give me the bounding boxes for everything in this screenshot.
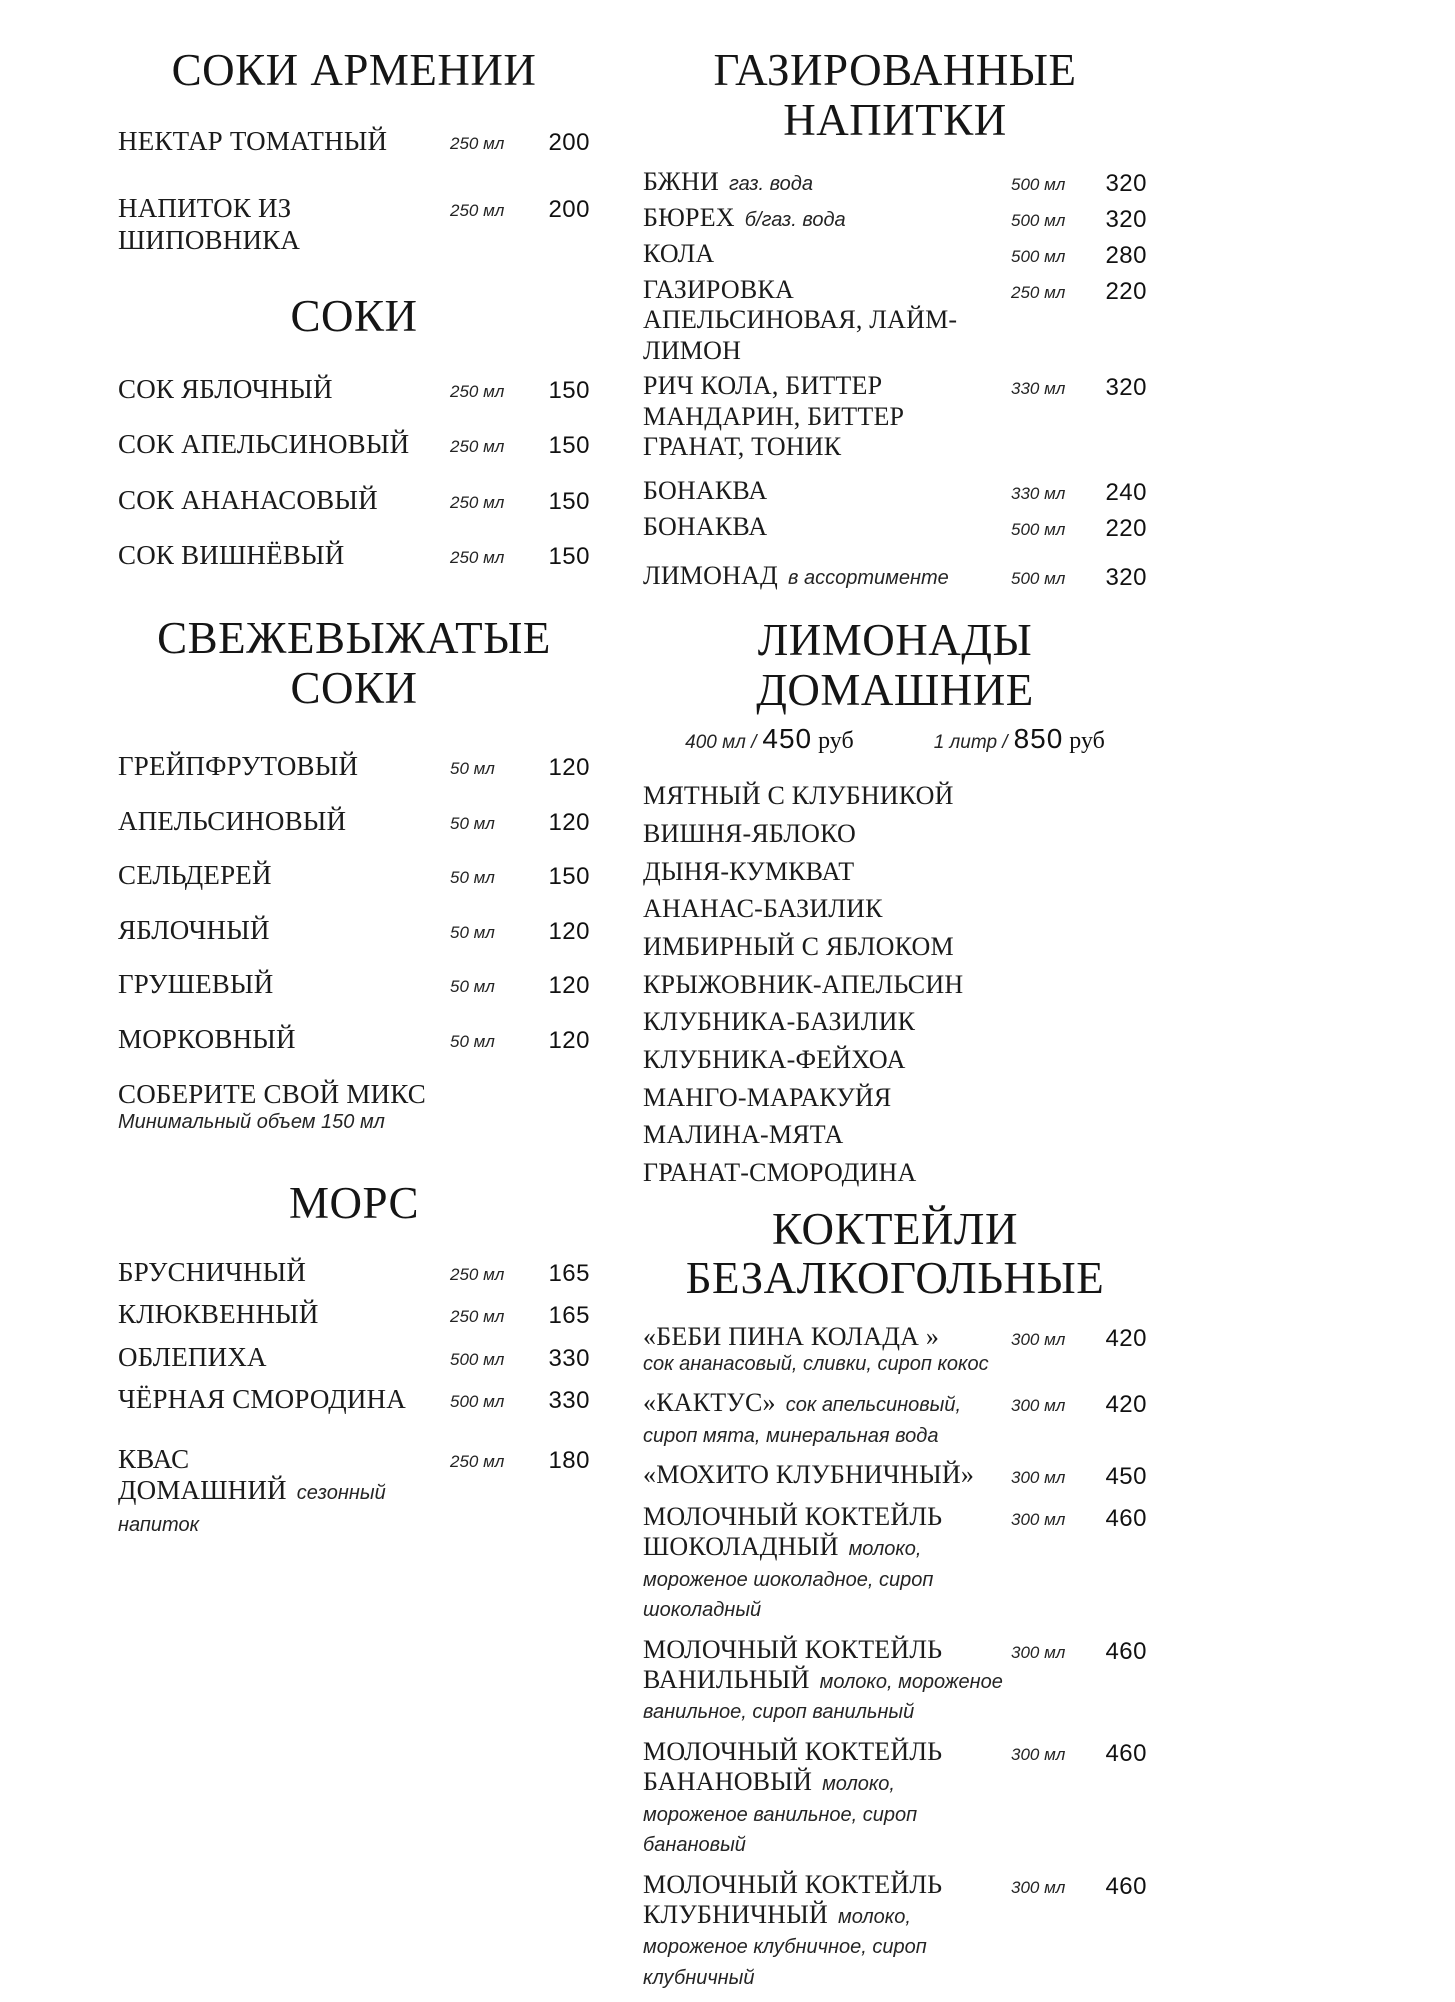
item-price: 320	[1105, 564, 1147, 592]
item-text	[118, 1257, 450, 1289]
item-volume: 250 мл	[1011, 283, 1066, 302]
item-text	[118, 1299, 450, 1331]
item-volume: 500 мл	[1011, 175, 1066, 194]
item-price: 460	[1105, 1739, 1147, 1767]
item-name: ЯБЛОЧНЫЙ	[118, 914, 270, 945]
item-text	[643, 1007, 1147, 1038]
menu-item	[643, 1635, 1147, 1726]
menu-item	[118, 806, 590, 838]
item-name: ГРЕЙПФРУТОВЫЙ	[118, 751, 359, 782]
menu-item	[118, 1299, 590, 1331]
heading-homemade-lemonades: ЛИМОНАДЫ ДОМАШНИЕ	[756, 615, 1034, 715]
item-text	[643, 1460, 1011, 1490]
item-price: 180	[548, 1446, 590, 1474]
item-name: БЖНИ	[643, 167, 719, 196]
item-text	[643, 561, 1011, 591]
pricing-unit: руб	[818, 728, 854, 755]
item-price: 320	[1105, 206, 1147, 233]
item-price: 450	[1105, 1463, 1147, 1491]
item-volume: 50 мл	[450, 1031, 495, 1051]
menu-item	[643, 1158, 1147, 1189]
menu-item	[118, 1079, 590, 1136]
item-volume: 300 мл	[1011, 1396, 1066, 1416]
item-name: МЯТНЫЙ С КЛУБНИКОЙ	[643, 781, 954, 811]
item-name: МАНГО-МАРАКУЙЯ	[643, 1082, 892, 1112]
menu-item	[643, 1045, 1147, 1076]
item-price: 420	[1105, 1324, 1147, 1352]
heading-non-alcoholic-cocktails: КОКТЕЙЛИ БЕЗАЛКОГОЛЬНЫЕ	[685, 1203, 1105, 1304]
item-volume: 250 мл	[450, 201, 505, 221]
menu-item	[643, 1083, 1147, 1114]
section-juices	[118, 292, 590, 572]
item-volume: 50 мл	[450, 868, 495, 888]
menu-item	[643, 476, 1147, 507]
item-volume: 250 мл	[450, 1264, 505, 1284]
menu-item	[643, 561, 1147, 592]
item-price: 200	[548, 196, 590, 224]
item-price: 120	[548, 808, 590, 836]
item-volume: 250 мл	[450, 548, 505, 568]
menu-items	[643, 781, 1147, 1188]
item-volume: 250 мл	[450, 492, 505, 512]
item-price: 150	[548, 543, 590, 571]
menu-item	[643, 857, 1147, 888]
item-volume: 500 мл	[1011, 569, 1066, 589]
item-name: МОЛОЧНЫЙ КОКТЕЙЛЬ БАНАНОВЫЙ	[643, 1736, 943, 1797]
section-non-alcoholic-cocktails	[643, 1205, 1147, 1991]
item-name: НЕКТАР ТОМАТНЫЙ	[118, 125, 388, 156]
heading-fresh-juices: СВЕЖЕВЫЖАТЫЕ СОКИ	[157, 613, 551, 713]
item-price: 320	[1105, 170, 1147, 197]
menu-item	[118, 1384, 590, 1416]
item-text	[118, 915, 450, 947]
item-note: сезонный напиток	[118, 1482, 386, 1537]
item-text	[118, 751, 450, 783]
item-volume: 300 мл	[1011, 1468, 1066, 1488]
item-volume: 500 мл	[450, 1349, 505, 1369]
item-name: «БЕБИ ПИНА КОЛАДА »	[643, 1321, 940, 1351]
pricing-option	[685, 723, 854, 755]
item-price: 330	[548, 1387, 590, 1415]
item-note: молоко, мороженое шоколадное, сироп шоколадный	[643, 1538, 934, 1622]
item-name: СОК ЯБЛОЧНЫЙ	[118, 373, 333, 404]
item-name: «КАКТУС»	[643, 1388, 776, 1418]
menu-items	[643, 1322, 1147, 1991]
menu-item	[643, 1502, 1147, 1624]
menu-item	[643, 167, 1147, 198]
menu-item	[118, 1444, 590, 1539]
menu-item	[118, 1257, 590, 1289]
item-note: молоко, мороженое ванильное, сироп ванильный	[643, 1671, 1003, 1724]
item-name: АНАНАС-БАЗИЛИК	[643, 894, 883, 924]
menu-items	[118, 1257, 590, 1539]
item-text	[643, 476, 1011, 506]
menu-item	[643, 275, 1147, 366]
item-price: 120	[548, 917, 590, 945]
menu-item	[643, 1120, 1147, 1151]
item-name: «МОХИТО КЛУБНИЧНЫЙ»	[643, 1460, 975, 1490]
menu-items	[118, 374, 590, 572]
item-price: 165	[548, 1302, 590, 1330]
item-volume: 50 мл	[450, 813, 495, 833]
menu-item	[643, 512, 1147, 543]
item-volume: 330 мл	[1011, 379, 1066, 399]
item-volume: 500 мл	[1011, 211, 1066, 230]
item-name: СОК АНАНАСОВЫЙ	[118, 484, 378, 515]
item-name: ГРАНАТ-СМОРОДИНА	[643, 1158, 917, 1188]
item-description: Минимальный объем 150 мл	[118, 1111, 385, 1134]
item-name: МОРКОВНЫЙ	[118, 1023, 296, 1054]
item-text	[643, 1158, 1147, 1189]
item-price: 460	[1105, 1637, 1147, 1665]
item-price: 280	[1105, 242, 1147, 269]
menu-item	[643, 371, 1147, 462]
item-note: сок апельсиновый, сироп мята, минеральная вода	[643, 1394, 962, 1447]
item-text	[643, 781, 1147, 812]
item-text	[643, 1388, 1011, 1449]
menu-item	[643, 894, 1147, 925]
item-volume: 500 мл	[1011, 247, 1066, 266]
item-price: 200	[548, 128, 590, 156]
item-text	[643, 1502, 1011, 1624]
menu-item	[118, 374, 590, 406]
item-volume: 330 мл	[1011, 484, 1066, 504]
item-text	[118, 1384, 450, 1416]
item-name: КЛУБНИКА-БАЗИЛИК	[643, 1007, 916, 1037]
item-text	[118, 126, 450, 158]
item-name: КВАС ДОМАШНИЙ	[118, 1443, 287, 1506]
item-text	[118, 969, 450, 1001]
item-volume: 250 мл	[450, 381, 505, 401]
item-text	[643, 1737, 1011, 1859]
menu-item	[118, 1342, 590, 1374]
item-volume: 50 мл	[450, 922, 495, 942]
item-name: СОК ВИШНЁВЫЙ	[118, 540, 345, 571]
item-text	[643, 203, 1011, 233]
item-name: КОЛА	[643, 239, 715, 268]
heading-carbonated-drinks: ГАЗИРОВАННЫЕ НАПИТКИ	[713, 45, 1077, 145]
item-volume: 500 мл	[450, 1392, 505, 1412]
item-price: 150	[548, 376, 590, 404]
heading-mors: МОРС	[288, 1178, 420, 1229]
section-pricing-line	[643, 723, 1147, 755]
item-text	[643, 275, 1011, 366]
item-text	[118, 485, 450, 517]
item-volume: 300 мл	[1011, 1642, 1066, 1662]
item-text	[118, 429, 450, 461]
item-volume: 50 мл	[450, 759, 495, 779]
item-text	[643, 1045, 1147, 1076]
item-text	[643, 1120, 1147, 1151]
item-price: 460	[1105, 1872, 1147, 1900]
item-name: ДЫНЯ-КУМКВАТ	[643, 856, 855, 886]
item-text	[643, 857, 1147, 888]
item-text	[643, 512, 1011, 542]
section-juices-armenia	[118, 46, 590, 256]
item-price: 150	[548, 863, 590, 891]
menu-item	[643, 203, 1147, 234]
item-text	[643, 819, 1147, 850]
item-note: б/газ. вода	[744, 209, 846, 231]
item-note: молоко, мороженое клубничное, сироп клубничный	[643, 1905, 927, 1989]
item-text	[118, 1079, 590, 1136]
item-name: АПЕЛЬСИНОВЫЙ	[118, 805, 347, 836]
menu-item	[118, 429, 590, 461]
item-name: ЧЁРНАЯ СМОРОДИНА	[118, 1384, 406, 1415]
item-name: ВИШНЯ-ЯБЛОКО	[643, 819, 857, 849]
item-text	[643, 371, 1011, 462]
menu-items	[643, 167, 1147, 592]
item-name: КЛЮКВЕННЫЙ	[118, 1299, 319, 1330]
item-name: КЛУБНИКА-ФЕЙХОА	[643, 1045, 906, 1075]
menu-item	[118, 126, 590, 158]
item-name: СЕЛЬДЕРЕЙ	[118, 860, 272, 891]
menu-item	[643, 239, 1147, 270]
item-name: МОЛОЧНЫЙ КОКТЕЙЛЬ ВАНИЛЬНЫЙ	[643, 1634, 943, 1695]
menu-item	[118, 1024, 590, 1056]
item-name: РИЧ КОЛА, БИТТЕР МАНДАРИН, БИТТЕР ГРАНАТ, ТОНИК	[643, 371, 905, 462]
item-note: газ. вода	[728, 173, 813, 195]
heading-juices-armenia: СОКИ АРМЕНИИ	[171, 45, 537, 95]
item-text	[643, 894, 1147, 925]
menu-item	[643, 819, 1147, 850]
item-volume: 250 мл	[450, 133, 505, 153]
item-price: 420	[1105, 1391, 1147, 1419]
item-volume: 250 мл	[450, 1307, 505, 1327]
item-text	[118, 193, 450, 256]
item-price: 165	[548, 1259, 590, 1287]
item-text	[118, 860, 450, 892]
section-homemade-lemonades	[643, 616, 1147, 1188]
heading-juices: СОКИ	[290, 291, 418, 342]
menu-item	[643, 932, 1147, 963]
menu-item	[643, 1007, 1147, 1038]
item-text	[643, 1635, 1011, 1726]
item-price: 150	[548, 487, 590, 515]
item-volume: 250 мл	[450, 437, 505, 457]
menu-item	[118, 751, 590, 783]
item-text	[643, 932, 1147, 963]
item-price: 220	[1105, 278, 1147, 305]
item-description: сок ананасовый, сливки, сироп кокос	[643, 1353, 989, 1376]
item-text	[118, 806, 450, 838]
item-price: 330	[548, 1344, 590, 1372]
item-name: ИМБИРНЫЙ С ЯБЛОКОМ	[643, 932, 954, 962]
item-name: ГРУШЕВЫЙ	[118, 969, 274, 1000]
item-name: СОК АПЕЛЬСИНОВЫЙ	[118, 429, 410, 460]
menu-item	[643, 1870, 1147, 1992]
item-name: МАЛИНА-МЯТА	[643, 1120, 844, 1150]
item-name: МОЛОЧНЫЙ КОКТЕЙЛЬ КЛУБНИЧНЫЙ	[643, 1869, 943, 1929]
item-name: МОЛОЧНЫЙ КОКТЕЙЛЬ ШОКОЛАДНЫЙ	[643, 1502, 943, 1562]
section-mors	[118, 1179, 590, 1539]
pricing-unit: руб	[1069, 728, 1105, 755]
item-price: 150	[548, 432, 590, 460]
pricing-price: 450	[762, 723, 813, 755]
item-volume: 300 мл	[1011, 1510, 1066, 1530]
item-price: 460	[1105, 1505, 1147, 1533]
section-fresh-juices	[118, 614, 590, 1135]
menu-item	[118, 860, 590, 892]
menu-items	[118, 126, 590, 257]
item-note: в ассортименте	[788, 567, 949, 590]
pricing-volume: 1 литр /	[933, 732, 1008, 754]
item-text	[643, 167, 1011, 197]
item-text	[118, 374, 450, 406]
menu-item	[118, 969, 590, 1001]
menu-item	[118, 485, 590, 517]
item-name: БОНАКВА	[643, 512, 768, 542]
item-name: БРУСНИЧНЫЙ	[118, 1256, 307, 1287]
pricing-option	[934, 723, 1105, 755]
item-name: НАПИТОК ИЗ ШИПОВНИКА	[118, 193, 301, 255]
menu-item	[118, 915, 590, 947]
pricing-volume: 400 мл /	[685, 732, 757, 754]
item-text	[643, 1322, 1011, 1377]
item-name: БОНАКВА	[643, 476, 768, 506]
item-text	[643, 1083, 1147, 1114]
item-price: 120	[548, 754, 590, 782]
menu-column-right	[643, 46, 1147, 2002]
menu-item	[118, 193, 590, 256]
menu-item	[643, 1460, 1147, 1491]
item-volume: 300 мл	[1011, 1744, 1066, 1764]
menu-item	[643, 1388, 1147, 1449]
menu-item	[643, 1737, 1147, 1859]
item-text	[118, 540, 450, 572]
item-volume: 500 мл	[1011, 520, 1066, 540]
menu-item	[643, 970, 1147, 1001]
item-price: 320	[1105, 374, 1147, 402]
menu-item	[643, 1322, 1147, 1377]
section-carbonated-drinks	[643, 46, 1147, 592]
item-volume: 50 мл	[450, 977, 495, 997]
item-text	[643, 970, 1147, 1001]
item-text	[118, 1342, 450, 1374]
menu-items	[118, 751, 590, 1135]
menu-item	[118, 540, 590, 572]
item-volume: 250 мл	[450, 1451, 505, 1471]
menu-column-left	[118, 46, 590, 1550]
item-text	[643, 239, 1011, 269]
item-text	[118, 1444, 450, 1539]
item-text	[118, 1024, 450, 1056]
item-name: ГАЗИРОВКА АПЕЛЬСИНОВАЯ, ЛАЙМ-ЛИМОН	[643, 275, 958, 365]
pricing-price: 850	[1013, 723, 1064, 755]
item-name: СОБЕРИТЕ СВОЙ МИКС	[118, 1078, 426, 1109]
item-price: 220	[1105, 515, 1147, 543]
item-volume: 300 мл	[1011, 1329, 1066, 1349]
item-note: молоко, мороженое ванильное, сироп банановый	[643, 1773, 918, 1857]
item-name: ОБЛЕПИХА	[118, 1341, 267, 1372]
item-name: БЮРЕХ	[643, 203, 735, 232]
item-price: 240	[1105, 479, 1147, 507]
item-name: КРЫЖОВНИК-АПЕЛЬСИН	[643, 969, 964, 999]
item-price: 120	[548, 1026, 590, 1054]
menu-item	[643, 781, 1147, 812]
item-volume: 300 мл	[1011, 1877, 1066, 1897]
item-name: ЛИМОНАД	[643, 561, 778, 591]
item-price: 120	[548, 972, 590, 1000]
item-text	[643, 1870, 1011, 1992]
